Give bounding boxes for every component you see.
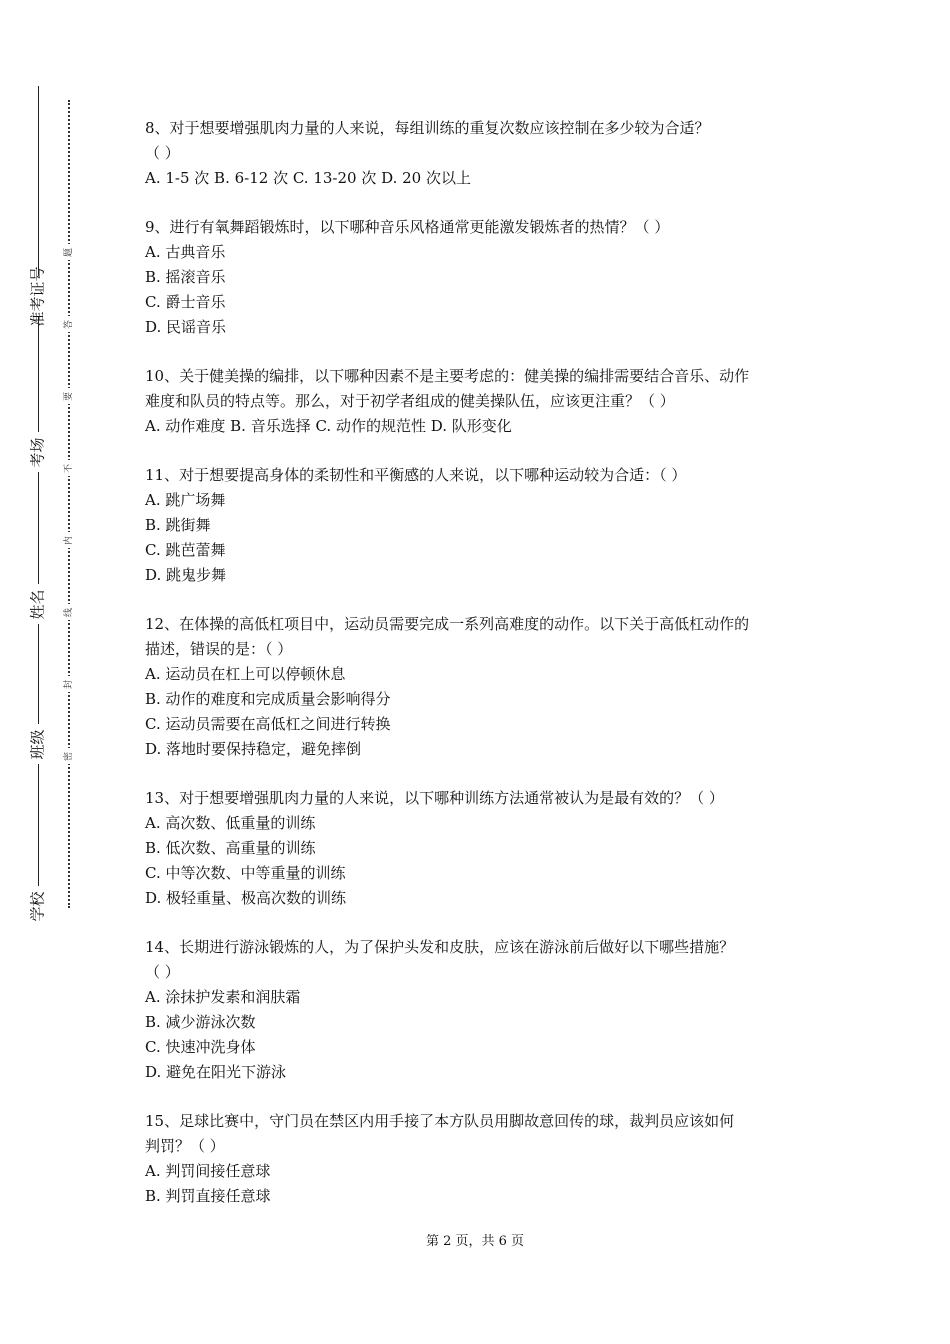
field-exam-id-label: 准考证号 [24, 276, 50, 316]
answer-blank: （ ） [145, 963, 180, 981]
page-footer: 第 2 页，共 6 页 [425, 1234, 525, 1249]
option-line: A. 1-5 次 B. 6-12 次 C. 13-20 次 D. 20 次以上 [145, 169, 471, 187]
option-a: A. 涂抹护发素和润肤霜 [145, 988, 301, 1006]
option-a: A. 判罚间接任意球 [145, 1162, 271, 1180]
seal-word: 要 [61, 388, 75, 404]
field-class-label: 班级 [24, 724, 50, 764]
option-c: C. 中等次数、中等重量的训练 [145, 864, 346, 882]
question-text: 14、长期进行游泳锻炼的人，为了保护头发和皮肤，应该在游泳前后做好以下哪些措施？ [145, 938, 735, 956]
question-text: 描述，错误的是：（ ） [145, 640, 293, 658]
question-11 [145, 463, 825, 588]
seal-word: 封 [61, 676, 75, 692]
option-d: D. 民谣音乐 [145, 318, 227, 336]
question-text: 判罚？（ ） [145, 1137, 225, 1155]
option-d: D. 跳鬼步舞 [145, 566, 227, 584]
question-text: 10、关于健美操的编排，以下哪种因素不是主要考虑的：健美操的编排需要结合音乐、动作 [145, 367, 750, 385]
question-12 [145, 612, 825, 762]
question-text: 12、在体操的高低杠项目中，运动员需要完成一系列高难度的动作。以下关于高低杠动作的 [145, 615, 750, 633]
question-9 [145, 215, 825, 340]
seal-word: 答 [61, 316, 75, 332]
seal-word: 内 [61, 532, 75, 548]
option-c: C. 运动员需要在高低杠之间进行转换 [145, 715, 391, 733]
option-b: B. 动作的难度和完成质量会影响得分 [145, 690, 391, 708]
option-c: C. 快速冲洗身体 [145, 1038, 256, 1056]
seal-word: 题 [61, 244, 75, 260]
question-text: 11、对于想要提高身体的柔韧性和平衡感的人来说，以下哪种运动较为合适：（ ） [145, 466, 687, 484]
option-a: A. 高次数、低重量的训练 [145, 814, 316, 832]
question-15 [145, 1109, 825, 1209]
question-13 [145, 786, 825, 911]
option-b: B. 减少游泳次数 [145, 1013, 256, 1031]
question-text: 难度和队员的特点等。那么，对于初学者组成的健美操队伍，应该更注重？（ ） [145, 392, 675, 410]
question-14 [145, 935, 825, 1085]
question-text: 8、对于想要增强肌肉力量的人来说，每组训练的重复次数应该控制在多少较为合适？ [145, 119, 710, 137]
option-a: A. 跳广场舞 [145, 491, 226, 509]
question-text: 9、进行有氧舞蹈锻炼时，以下哪种音乐风格通常更能激发锻炼者的热情？（ ） [145, 218, 670, 236]
option-b: B. 判罚直接任意球 [145, 1187, 271, 1205]
option-d: D. 避免在阳光下游泳 [145, 1063, 287, 1081]
option-line: A. 动作难度 B. 音乐选择 C. 动作的规范性 D. 队形变化 [145, 417, 512, 435]
question-8 [145, 116, 825, 191]
seal-word: 线 [61, 604, 75, 620]
option-c: C. 跳芭蕾舞 [145, 541, 226, 559]
question-text: 15、足球比赛中，守门员在禁区内用手接了本方队员用脚故意回传的球，裁判员应该如何 [145, 1112, 735, 1130]
question-text: 13、对于想要增强肌肉力量的人来说，以下哪种训练方法通常被认为是最有效的？（ ） [145, 789, 724, 807]
option-a: A. 运动员在杠上可以停顿休息 [145, 665, 346, 683]
option-a: A. 古典音乐 [145, 243, 226, 261]
option-b: B. 跳街舞 [145, 516, 211, 534]
seal-word: 不 [61, 460, 75, 476]
option-c: C. 爵士音乐 [145, 293, 226, 311]
option-d: D. 落地时要保持稳定，避免摔倒 [145, 740, 362, 758]
option-b: B. 摇滚音乐 [145, 268, 226, 286]
field-name-label: 姓名 [24, 584, 50, 624]
question-list [145, 116, 825, 1233]
binding-line [38, 86, 39, 924]
seal-dotted-line [68, 100, 70, 908]
question-10 [145, 364, 825, 439]
option-b: B. 低次数、高重量的训练 [145, 839, 316, 857]
field-exam-room-label: 考场 [24, 432, 50, 472]
seal-word: 密 [61, 748, 75, 764]
field-school-label: 学校 [24, 886, 50, 926]
answer-blank: （ ） [145, 144, 180, 162]
option-d: D. 极轻重量、极高次数的训练 [145, 889, 347, 907]
